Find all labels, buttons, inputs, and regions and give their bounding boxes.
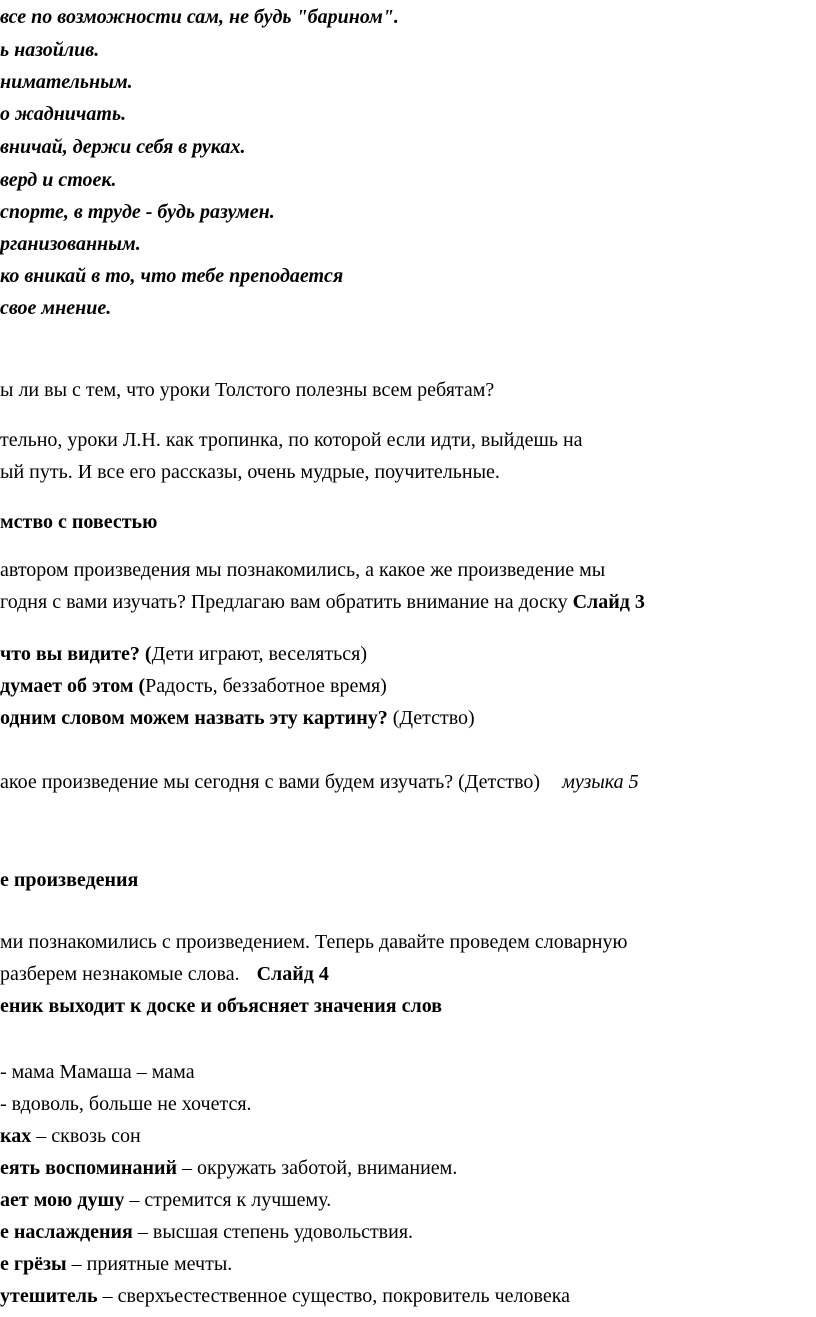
vocab-definition: - вдоволь, больше не хочется. bbox=[0, 1093, 252, 1115]
qa-question: что вы видите? ( bbox=[0, 643, 152, 665]
vocab-item bbox=[0, 1092, 252, 1116]
vocab-definition: – высшая степень удовольствия. bbox=[132, 1221, 414, 1243]
intro-line bbox=[0, 590, 645, 614]
answer-line: тельно, уроки Л.Н. как тропинка, по которой если идти, выйдешь на bbox=[0, 429, 583, 451]
rule-item: вничай, держи себя в руках. bbox=[0, 136, 246, 158]
vocab-item bbox=[0, 1156, 457, 1180]
vocab-definition: – сквозь сон bbox=[31, 1125, 141, 1147]
vocab-intro-text: разберем незнакомые слова. bbox=[0, 963, 245, 985]
rule-item: все по возможности сам, не будь "барином". bbox=[0, 6, 399, 28]
question-agree: ы ли вы с тем, что уроки Толстого полезны всем ребятам? bbox=[0, 379, 495, 401]
vocab-item bbox=[0, 1252, 232, 1276]
qa-answer: Дети играют, веселяться) bbox=[151, 643, 367, 665]
work-question bbox=[0, 770, 639, 794]
intro-line: автором произведения мы познакомились, а какое же произведение мы bbox=[0, 559, 606, 581]
qa-row bbox=[0, 642, 367, 666]
vocab-intro-line bbox=[0, 962, 329, 986]
intro-text: годня с вами изучать? Предлагаю вам обратить внимание на доску bbox=[0, 591, 573, 613]
qa-row bbox=[0, 674, 387, 698]
work-question-text: акое произведение мы сегодня с вами будем изучать? (Детство) bbox=[0, 771, 541, 793]
rule-item: ь назойлив. bbox=[0, 39, 100, 61]
vocab-intro-line: ми познакомились с произведением. Теперь давайте проведем словарную bbox=[0, 931, 628, 953]
vocab-term: ках bbox=[0, 1125, 32, 1147]
vocab-term: е наслаждения bbox=[0, 1221, 133, 1243]
vocab-term: еять воспоминаний bbox=[0, 1157, 178, 1179]
slide-label: Слайд 4 bbox=[256, 963, 329, 985]
rule-item: о жадничать. bbox=[0, 103, 127, 125]
slide-label: Слайд 3 bbox=[572, 591, 645, 613]
vocab-definition: – сверхъестественное существо, покровитель человека bbox=[97, 1285, 570, 1307]
section-heading-work: е произведения bbox=[0, 869, 139, 891]
qa-question: одним словом можем назвать эту картину? bbox=[0, 707, 393, 729]
vocab-definition: – окружать заботой, вниманием. bbox=[177, 1157, 458, 1179]
vocab-item bbox=[0, 1284, 570, 1308]
vocab-definition: – стремится к лучшему. bbox=[124, 1189, 332, 1211]
rule-item: рганизованным. bbox=[0, 233, 141, 255]
vocab-item bbox=[0, 1220, 413, 1244]
qa-question: думает об этом ( bbox=[0, 675, 146, 697]
section-heading-acquaint: мство с повестью bbox=[0, 511, 158, 533]
vocab-definition: – приятные мечты. bbox=[66, 1253, 233, 1275]
qa-answer: (Детство) bbox=[392, 707, 475, 729]
qa-answer: Радость, беззаботное время) bbox=[145, 675, 387, 697]
rule-item: свое мнение. bbox=[0, 297, 112, 319]
vocab-definition: - мама Мамаша – мама bbox=[0, 1061, 195, 1083]
vocab-intro-line: еник выходит к доске и объясняет значения слов bbox=[0, 995, 443, 1017]
vocab-item bbox=[0, 1060, 195, 1084]
rule-item: нимательным. bbox=[0, 71, 133, 93]
rule-item: спорте, в труде - будь разумен. bbox=[0, 201, 275, 223]
vocab-item bbox=[0, 1188, 331, 1212]
vocab-term: утешитель bbox=[0, 1285, 98, 1307]
rule-item: ко вникай в то, что тебе преподается bbox=[0, 265, 344, 287]
vocab-term: е грёзы bbox=[0, 1253, 67, 1275]
vocab-term: ает мою душу bbox=[0, 1189, 125, 1211]
qa-row bbox=[0, 706, 475, 730]
rule-item: верд и стоек. bbox=[0, 169, 117, 191]
answer-line: ый путь. И все его рассказы, очень мудрые, поучительные. bbox=[0, 461, 500, 483]
music-note: музыка 5 bbox=[562, 771, 639, 793]
vocab-item bbox=[0, 1124, 141, 1148]
